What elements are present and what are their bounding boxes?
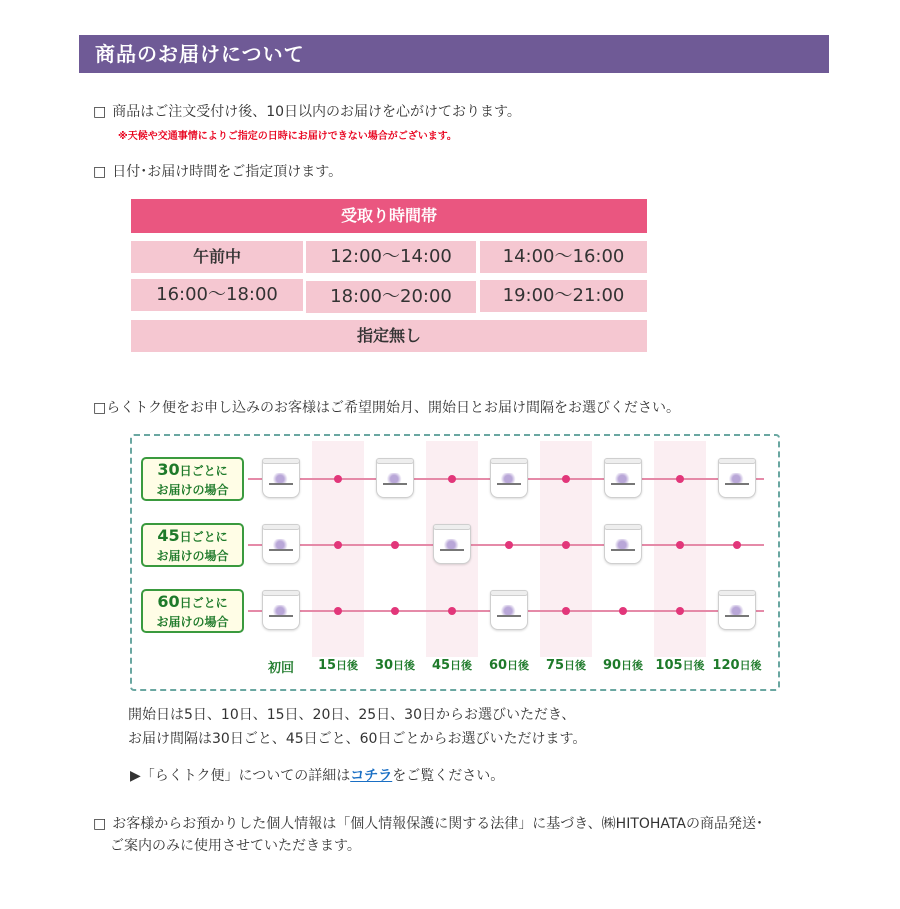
detail-suffix: をご覧ください。 [392,768,505,784]
privacy-notice-line2: ご案内のみに使用させていただきます。 [110,838,361,854]
day-label [702,657,772,673]
checkbox-mark: □ [93,816,107,832]
product-cup-icon [433,524,471,564]
timeslot-cell: 12:00～14:00 [306,241,476,273]
schedule-dot [334,541,342,549]
detail-prefix: ▶「らくトク便」についての詳細は [130,768,351,784]
delivery-notice-text: 商品はご注文受付け後、10日以内のお届けを心がけております。 [112,104,521,120]
day-unit: 日後 [393,659,416,672]
product-cup-icon [604,458,642,498]
schedule-dot [562,541,570,549]
day-number: 60 [488,658,508,673]
timeslot-cell: 16:00～18:00 [131,279,303,311]
detail-line [130,765,504,785]
product-cup-icon [262,458,300,498]
column-stripe [654,441,706,657]
date-time-notice [93,161,342,181]
column-stripe [312,441,364,657]
timeslot-cell-none: 指定無し [131,320,647,352]
checkbox-mark: □ [93,164,107,180]
day-number: 45 [431,658,451,673]
day-unit: 日後 [739,659,762,672]
schedule-dot [391,541,399,549]
schedule-dot [391,607,399,615]
date-time-notice-text: 日付･お届け時間をご指定頂けます。 [112,164,343,180]
day-number: 90 [602,658,622,673]
schedule-dot [334,607,342,615]
product-cup-icon [718,590,756,630]
interval-caption: お届けの場合 [156,549,229,563]
schedule-dot [562,475,570,483]
detail-link[interactable]: コチラ [350,768,393,784]
product-cup-icon [262,524,300,564]
rakutoku-notice: □らくトク便をお申し込みのお客様はご希望開始月、開始日とお届け間隔をお選びください。 [93,400,680,416]
day-unit: 日後 [564,659,587,672]
day-number: 120 [712,658,740,673]
schedule-dot [619,607,627,615]
product-cup-icon [490,590,528,630]
day-number: 15 [317,658,337,673]
product-cup-icon [718,458,756,498]
start-day-note: 開始日は5日、10日、15日、20日、25日、30日からお選びいただき、 [128,707,576,723]
interval-label [141,523,244,567]
day-unit: 日後 [507,659,530,672]
interval-label [141,457,244,501]
timetable-title: 受取り時間帯 [131,199,647,233]
schedule-dot [505,541,513,549]
interval-caption: お届けの場合 [156,615,229,629]
checkbox-mark: □ [93,104,107,120]
day-number: 30 [374,658,394,673]
schedule-dot [676,541,684,549]
interval-days: 45 [157,526,180,545]
schedule-dot [562,607,570,615]
interval-caption: お届けの場合 [156,483,229,497]
product-cup-icon [604,524,642,564]
timeslot-cell: 19:00～21:00 [480,280,647,312]
column-stripe [540,441,592,657]
interval-label [141,589,244,633]
privacy-notice [93,813,763,833]
timeslot-cell: 午前中 [131,241,303,273]
interval-suffix: 日ごとに [179,530,228,544]
timeslot-cell: 18:00～20:00 [306,281,476,313]
interval-suffix: 日ごとに [179,464,228,478]
day-unit: 日後 [336,659,359,672]
section-header: 商品のお届けについて [79,35,829,73]
timeslot-cell: 14:00～16:00 [480,241,647,273]
privacy-notice-line1: お客様からお預かりした個人情報は「個人情報保護に関する法律」に基づき、㈱HITOHATAの商品発送･ [112,816,763,832]
weather-note: ※天候や交通事情によりご指定の日時にお届けできない場合がございます。 [118,131,457,142]
interval-note: お届け間隔は30日ごと、45日ごと、60日ごとからお選びいただけます。 [128,731,587,747]
interval-days: 60 [157,592,180,611]
schedule-dot [448,607,456,615]
schedule-dot [448,475,456,483]
day-unit: 日後 [682,659,705,672]
day-unit: 日後 [450,659,473,672]
schedule-dot [676,475,684,483]
schedule-dot [334,475,342,483]
day-unit: 日後 [621,659,644,672]
product-cup-icon [376,458,414,498]
delivery-notice [93,101,521,121]
product-cup-icon [490,458,528,498]
schedule-dot [676,607,684,615]
day-number: 105 [655,658,683,673]
schedule-dot [733,541,741,549]
day-number: 75 [545,658,565,673]
interval-suffix: 日ごとに [179,596,228,610]
day-number: 初回 [267,661,294,676]
interval-days: 30 [157,460,180,479]
product-cup-icon [262,590,300,630]
